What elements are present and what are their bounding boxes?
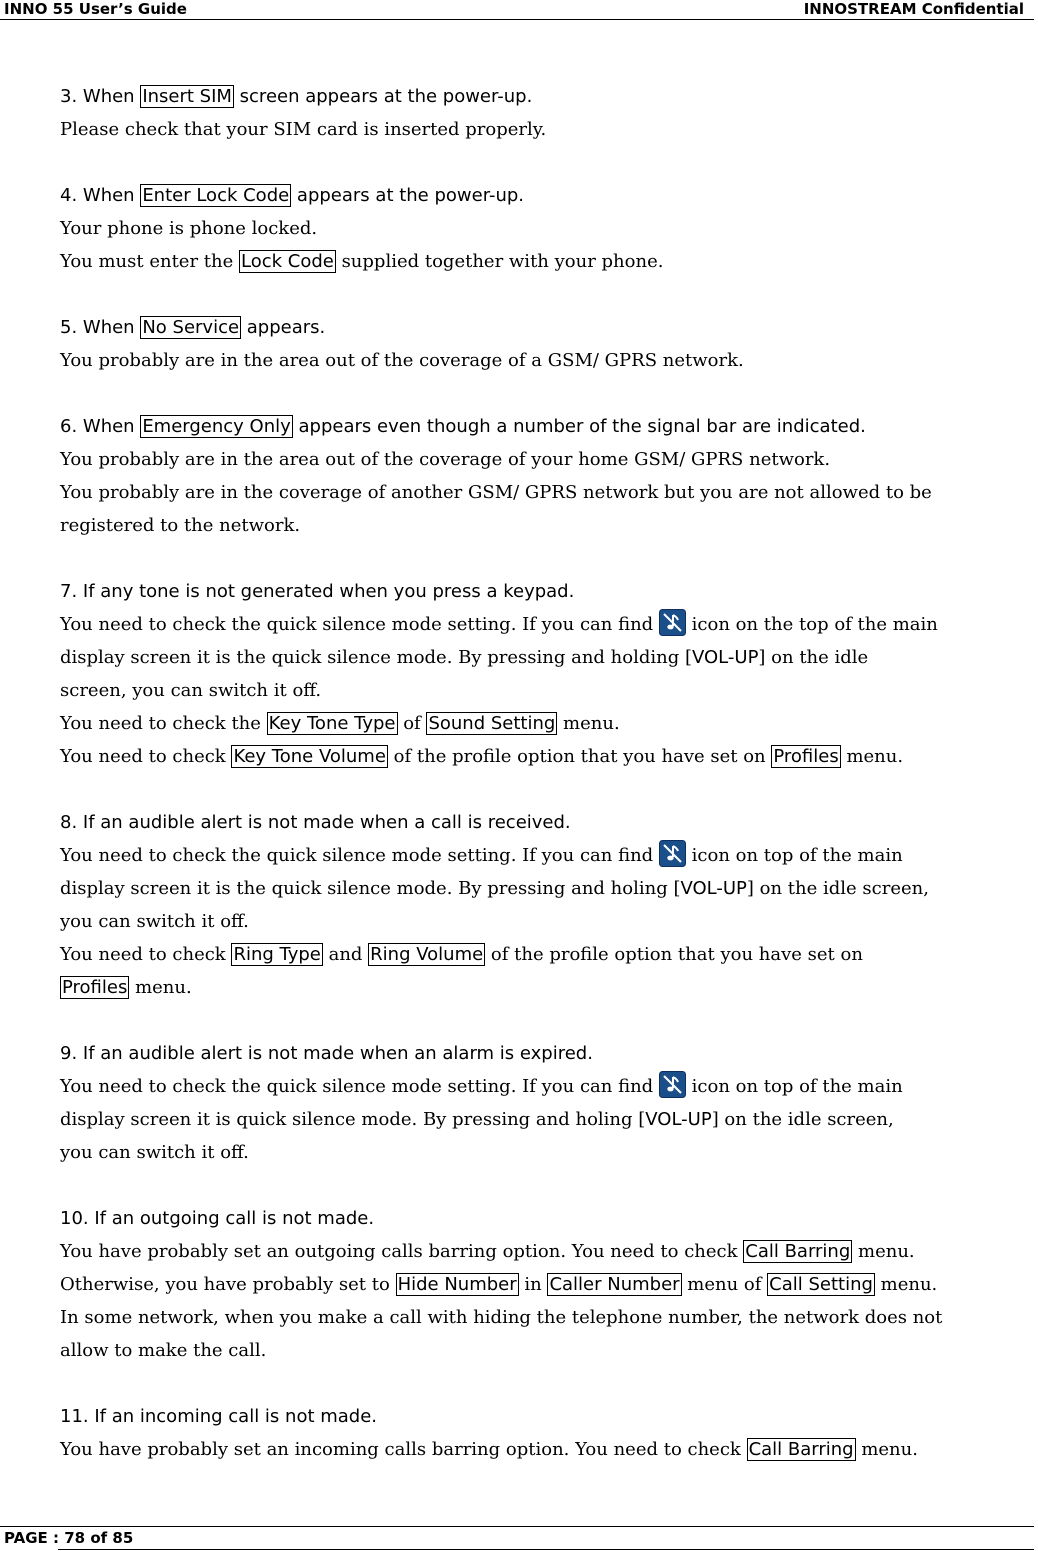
quick-silence-icon xyxy=(659,840,686,867)
paragraph-line: You have probably set an outgoing calls barring option. You need to check Call Barring menu. xyxy=(60,1241,915,1262)
section-enter-lock-code xyxy=(60,179,1038,278)
section-emergency-only xyxy=(60,410,1038,542)
key-label: VOL-UP xyxy=(680,878,747,899)
menu-term-box: Call Barring xyxy=(748,1439,854,1460)
paragraph-line: display screen it is the quick silence mode. By pressing and holing [VOL-UP] on the idle screen, xyxy=(60,878,929,899)
footer-rule xyxy=(58,1549,1034,1550)
section-insert-sim xyxy=(60,80,1038,146)
menu-term-box: Key Tone Type xyxy=(268,713,396,734)
menu-term-box: Ring Volume xyxy=(370,944,484,965)
section-heading: 10. If an outgoing call is not made. xyxy=(60,1208,375,1229)
paragraph-line: You probably are in the coverage of another GSM/ GPRS network but you are not allowed to be xyxy=(60,482,932,503)
section-no-service xyxy=(60,311,1038,377)
section-alarm-alert xyxy=(60,1037,1038,1169)
menu-term-box: Lock Code xyxy=(240,251,334,272)
page-number: PAGE : 78 of 85 xyxy=(4,1529,134,1547)
menu-term-box: Insert SIM xyxy=(142,86,232,107)
paragraph-line: display screen it is quick silence mode. By pressing and holing [VOL-UP] on the idle screen, xyxy=(60,1109,894,1130)
section-incoming-call xyxy=(60,1400,1038,1466)
menu-term-box: Emergency Only xyxy=(142,416,291,437)
paragraph-line: You need to check the quick silence mode setting. If you can find icon on top of the main xyxy=(60,1070,1038,1103)
header-confidential: INNOSTREAM Confidential xyxy=(803,0,1024,18)
menu-term-box: Call Barring xyxy=(745,1241,851,1262)
paragraph-line: Profiles menu. xyxy=(62,977,192,998)
paragraph-line: Your phone is phone locked. xyxy=(60,218,318,239)
section-heading: 9. If an audible alert is not made when an alarm is expired. xyxy=(60,1043,593,1064)
header-title: INNO 55 User’s Guide xyxy=(4,0,187,18)
paragraph-line: you can switch it off. xyxy=(60,911,249,932)
paragraph-line: You need to check the quick silence mode setting. If you can find icon on the top of the main xyxy=(60,608,1038,641)
section-heading: 6. When Emergency Only appears even though a number of the signal bar are indicated. xyxy=(60,416,866,437)
menu-term-box: Profiles xyxy=(773,746,839,767)
paragraph-line: Please check that your SIM card is inserted properly. xyxy=(60,119,547,140)
section-heading: 11. If an incoming call is not made. xyxy=(60,1406,378,1427)
paragraph-line: You need to check Ring Type and Ring Volume of the profile option that you have set on xyxy=(60,944,863,965)
key-label: VOL-UP xyxy=(692,647,759,668)
section-heading: 3. When Insert SIM screen appears at the power-up. xyxy=(60,86,533,107)
paragraph-line: You probably are in the area out of the coverage of a GSM/ GPRS network. xyxy=(60,350,744,371)
paragraph-line: You need to check the quick silence mode setting. If you can find icon on top of the main xyxy=(60,839,1038,872)
menu-term-box: Call Setting xyxy=(769,1274,873,1295)
paragraph-line: allow to make the call. xyxy=(60,1340,267,1361)
menu-term-box: No Service xyxy=(142,317,240,338)
paragraph-line: You need to check Key Tone Volume of the profile option that you have set on Profiles menu. xyxy=(60,746,904,767)
section-heading: 8. If an audible alert is not made when a call is received. xyxy=(60,812,571,833)
section-heading: 4. When Enter Lock Code appears at the power-up. xyxy=(60,185,525,206)
paragraph-line: You need to check the Key Tone Type of Sound Setting menu. xyxy=(60,713,620,734)
paragraph-line: You have probably set an incoming calls barring option. You need to check Call Barring menu. xyxy=(60,1439,918,1460)
section-heading: 5. When No Service appears. xyxy=(60,317,326,338)
menu-term-box: Caller Number xyxy=(549,1274,680,1295)
paragraph-line: display screen it is the quick silence mode. By pressing and holding [VOL-UP] on the idle xyxy=(60,647,869,668)
menu-term-box: Ring Type xyxy=(233,944,321,965)
section-keypad-tone xyxy=(60,575,1038,773)
section-call-alert xyxy=(60,806,1038,1004)
paragraph-line: You probably are in the area out of the coverage of your home GSM/ GPRS network. xyxy=(60,449,831,470)
paragraph-line: You must enter the Lock Code supplied together with your phone. xyxy=(60,251,664,272)
paragraph-line: registered to the network. xyxy=(60,515,301,536)
key-label: VOL-UP xyxy=(645,1109,712,1130)
page-header xyxy=(0,0,1034,20)
page-footer xyxy=(0,1526,1034,1550)
quick-silence-icon xyxy=(659,609,686,636)
paragraph-line: screen, you can switch it off. xyxy=(60,680,322,701)
menu-term-box: Profiles xyxy=(62,977,128,998)
paragraph-line: you can switch it off. xyxy=(60,1142,249,1163)
menu-term-box: Key Tone Volume xyxy=(233,746,386,767)
paragraph-line: In some network, when you make a call with hiding the telephone number, the network does not xyxy=(60,1307,943,1328)
paragraph-line: Otherwise, you have probably set to Hide Number in Caller Number menu of Call Setting menu. xyxy=(60,1274,938,1295)
section-heading: 7. If any tone is not generated when you press a keypad. xyxy=(60,581,575,602)
menu-term-box: Enter Lock Code xyxy=(142,185,290,206)
page-content xyxy=(60,80,1038,1499)
menu-term-box: Sound Setting xyxy=(428,713,556,734)
menu-term-box: Hide Number xyxy=(397,1274,517,1295)
section-outgoing-call xyxy=(60,1202,1038,1367)
quick-silence-icon xyxy=(659,1071,686,1098)
